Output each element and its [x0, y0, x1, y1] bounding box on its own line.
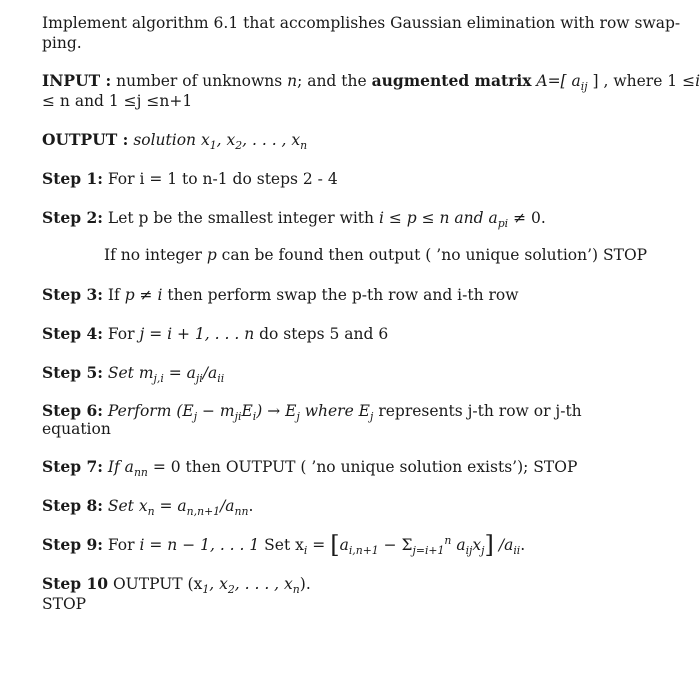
output-sub-n: n: [300, 139, 308, 153]
step-10: [42, 574, 311, 597]
step-10-text: OUTPUT (x: [108, 575, 203, 593]
step-3-text: If: [102, 286, 125, 304]
step-1: [42, 170, 338, 188]
step-5: [42, 363, 225, 386]
step-3: [42, 286, 519, 304]
step-6-sub-5: j: [370, 410, 374, 424]
input-var-n: n: [287, 72, 298, 90]
step-6-sub-1: j: [193, 410, 198, 424]
output-mid-2: , . . . , x: [242, 131, 301, 149]
step-9-label: Step 9:: [42, 535, 103, 554]
input-range: ≤ n and 1 ≤j ≤n+1: [42, 92, 193, 110]
output-mid-1: , x: [216, 131, 236, 149]
input-text-d: ] , where 1 ≤: [587, 72, 696, 90]
step-10-tail: ).: [299, 575, 311, 593]
step-9-xj: x: [472, 536, 482, 554]
step-6-equation: equation: [42, 420, 111, 438]
augmented-matrix-term: augmented matrix: [371, 71, 532, 90]
step-9-sub-5: j: [481, 544, 485, 558]
step-7-sub: nn: [133, 466, 148, 480]
step-6-sub-2: ji: [234, 410, 242, 424]
step-9-sup-3: n: [444, 533, 452, 547]
step-6-text: Perform (E: [102, 402, 194, 420]
step-6: [42, 401, 582, 424]
step-2b-text: If no integer: [104, 246, 207, 264]
step-8-mid: = a: [154, 497, 187, 515]
step-10-mid-2: , . . . , x: [234, 575, 293, 593]
step-6-mid-2: E: [241, 402, 253, 420]
step-9-eq: =: [307, 536, 331, 554]
intro-text: Implement algorithm 6.1 that accomplishes Gaussian elimination with row swap-: [42, 14, 681, 32]
step-4-math: j = i + 1, . . . n: [139, 325, 255, 343]
output-line: [42, 130, 308, 153]
input-var-i: i: [695, 72, 700, 90]
step-6-sub-3: i: [252, 410, 257, 424]
step-8-mid-2: /a: [220, 497, 235, 515]
input-matrix: A=[ a: [531, 72, 581, 90]
step-6-line-2: [42, 420, 111, 438]
output-label: OUTPUT :: [42, 130, 129, 149]
step-9: [42, 531, 526, 559]
step-3-tail: then perform swap the p-th row and i-th row: [162, 286, 519, 304]
step-9-aij: a: [451, 536, 466, 554]
step-10-stop: STOP: [42, 595, 87, 613]
step-6-tail: represents j-th row or j-th: [373, 402, 582, 420]
step-2-continued: [104, 246, 647, 264]
step-2-and: and a: [449, 209, 498, 227]
step-10-sub-2: 2: [227, 583, 235, 597]
step-4: [42, 325, 388, 343]
step-2-sub: pi: [497, 217, 509, 231]
step-5-sub-2: ji: [195, 372, 203, 386]
step-8-text: Set x: [102, 497, 148, 515]
step-8: [42, 496, 254, 519]
step-2-label: Step 2:: [42, 208, 103, 227]
step-9-sub-4: ij: [465, 544, 473, 558]
step-5-mid: = a: [163, 364, 196, 382]
output-text: solution x: [128, 131, 210, 149]
input-label: INPUT :: [42, 71, 112, 90]
step-2-text: Let p be the smallest integer with: [102, 209, 379, 227]
input-text-a: number of unknowns: [111, 72, 288, 90]
step-10-sub-1: 1: [202, 583, 210, 597]
step-9-div: /a: [493, 536, 514, 554]
intro-line-1: [42, 14, 680, 32]
step-9-sub-1: i: [303, 544, 308, 558]
step-3-math: p ≠ i: [124, 286, 163, 304]
intro-text-2: ping.: [42, 34, 82, 52]
step-5-mid-2: /a: [202, 364, 218, 382]
step-7: [42, 457, 578, 480]
step-2: [42, 208, 546, 231]
input-line-2: [42, 92, 192, 110]
step-9-minus-sum: − Σ: [378, 536, 413, 554]
step-8-sub-2: n,n+1: [186, 505, 221, 519]
step-8-sub-1: n: [147, 505, 155, 519]
step-2b-tail: can be found then output ( ’no unique solution’) STOP: [216, 246, 648, 264]
step-8-sub-3: nn: [234, 505, 249, 519]
step-4-text: For: [102, 325, 140, 343]
step-5-label: Step 5:: [42, 363, 103, 382]
step-1-text: For i = 1 to n-1 do steps 2 - 4: [102, 170, 338, 188]
step-6-mid-4: where E: [299, 402, 371, 420]
step-8-label: Step 8:: [42, 496, 103, 515]
input-line: [42, 71, 700, 94]
intro-line-2: [42, 34, 82, 52]
step-6-label: Step 6:: [42, 401, 103, 420]
step-9-left-bracket: [: [330, 531, 340, 559]
step-6-sub-4: j: [296, 410, 300, 424]
step-8-tail: .: [248, 497, 254, 515]
output-sub-2: 2: [235, 139, 243, 153]
step-10-line-2: [42, 595, 86, 613]
step-6-mid-3: ) → E: [256, 402, 297, 420]
step-10-mid-1: , x: [209, 575, 228, 593]
output-sub-1: 1: [209, 139, 217, 153]
step-9-sub-6: ii: [513, 544, 521, 558]
step-6-mid-1: − m: [197, 402, 235, 420]
step-9-tail: .: [520, 536, 526, 554]
step-9-math: i = n − 1, . . . 1: [139, 536, 260, 554]
step-9-a: a: [339, 536, 349, 554]
step-2b-p: p: [206, 246, 217, 264]
step-5-text: Set m: [102, 364, 154, 382]
step-9-sub-2: i,n+1: [348, 544, 379, 558]
step-7-tail: = 0 then OUTPUT ( ’no unique solution exists’); STOP: [147, 458, 578, 476]
step-4-label: Step 4:: [42, 324, 103, 343]
step-9-right-bracket: ]: [484, 531, 494, 559]
input-text-b: ; and the: [297, 72, 372, 90]
step-5-sub-3: ii: [217, 372, 225, 386]
step-2-math: i ≤ p ≤ n: [378, 209, 450, 227]
step-9-set: Set x: [259, 536, 304, 554]
step-7-label: Step 7:: [42, 457, 103, 476]
step-7-text: If a: [102, 458, 134, 476]
step-3-label: Step 3:: [42, 285, 103, 304]
step-10-sub-n: n: [292, 583, 300, 597]
input-sub-ij: ij: [580, 80, 588, 94]
step-9-text: For: [102, 536, 140, 554]
step-2-tail: ≠ 0.: [508, 209, 546, 227]
step-4-tail: do steps 5 and 6: [254, 325, 389, 343]
step-10-label: Step 10: [42, 574, 109, 593]
step-1-label: Step 1:: [42, 169, 103, 188]
step-9-sub-3: j=i+1: [412, 544, 445, 558]
step-5-sub-1: j,i: [153, 372, 164, 386]
